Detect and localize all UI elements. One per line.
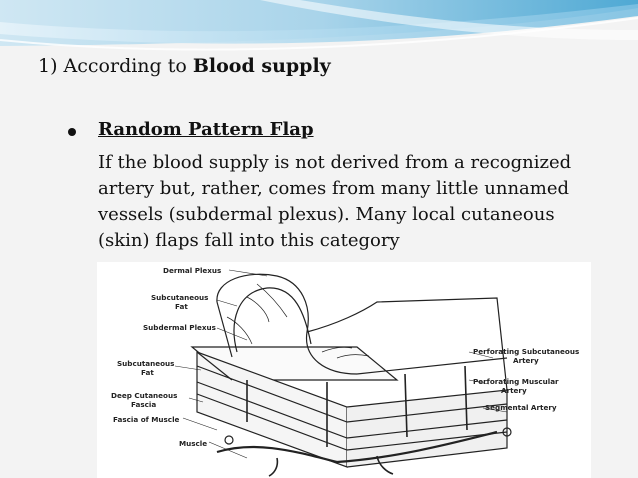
label-deep-cutaneous-fascia-1: Deep Cutaneous <box>111 391 178 400</box>
label-subcutaneous-fat-top-2: Fat <box>175 302 188 311</box>
label-deep-cutaneous-fascia-2: Fascia <box>131 400 157 409</box>
label-segmental-artery: Segmental Artery <box>485 403 557 412</box>
header-banner <box>0 0 638 60</box>
heading-bold: Blood supply <box>192 55 331 77</box>
bullet-icon <box>68 128 76 136</box>
label-subcutaneous-fat-left-1: Subcutaneous <box>117 359 175 368</box>
label-subdermal-plexus: Subdermal Plexus <box>143 323 216 332</box>
label-dermal-plexus: Dermal Plexus <box>163 266 222 275</box>
label-muscle: Muscle <box>179 439 208 448</box>
label-subcutaneous-fat-left-2: Fat <box>141 368 154 377</box>
label-perforating-muscular-artery-1: Perforating Muscular <box>473 377 559 386</box>
label-perforating-subcutaneous-artery-1: Perforating Subcutaneous <box>473 347 580 356</box>
label-perforating-muscular-artery-2: Artery <box>501 386 527 395</box>
label-fascia-of-muscle: Fascia of Muscle <box>113 415 180 424</box>
flap-diagram <box>97 262 591 478</box>
label-perforating-subcutaneous-artery-2: Artery <box>513 356 539 365</box>
bullet-body: If the blood supply is not derived from a recognized artery but, rather, comes from many little unnamed vessels (subdermal plexus). Many local cutaneous (skin) flaps fall into this category <box>98 152 572 251</box>
heading-prefix: 1) According to <box>38 55 193 77</box>
section-heading <box>38 55 331 77</box>
label-subcutaneous-fat-top-1: Subcutaneous <box>151 293 209 302</box>
bullet-title: Random Pattern Flap <box>98 119 314 140</box>
